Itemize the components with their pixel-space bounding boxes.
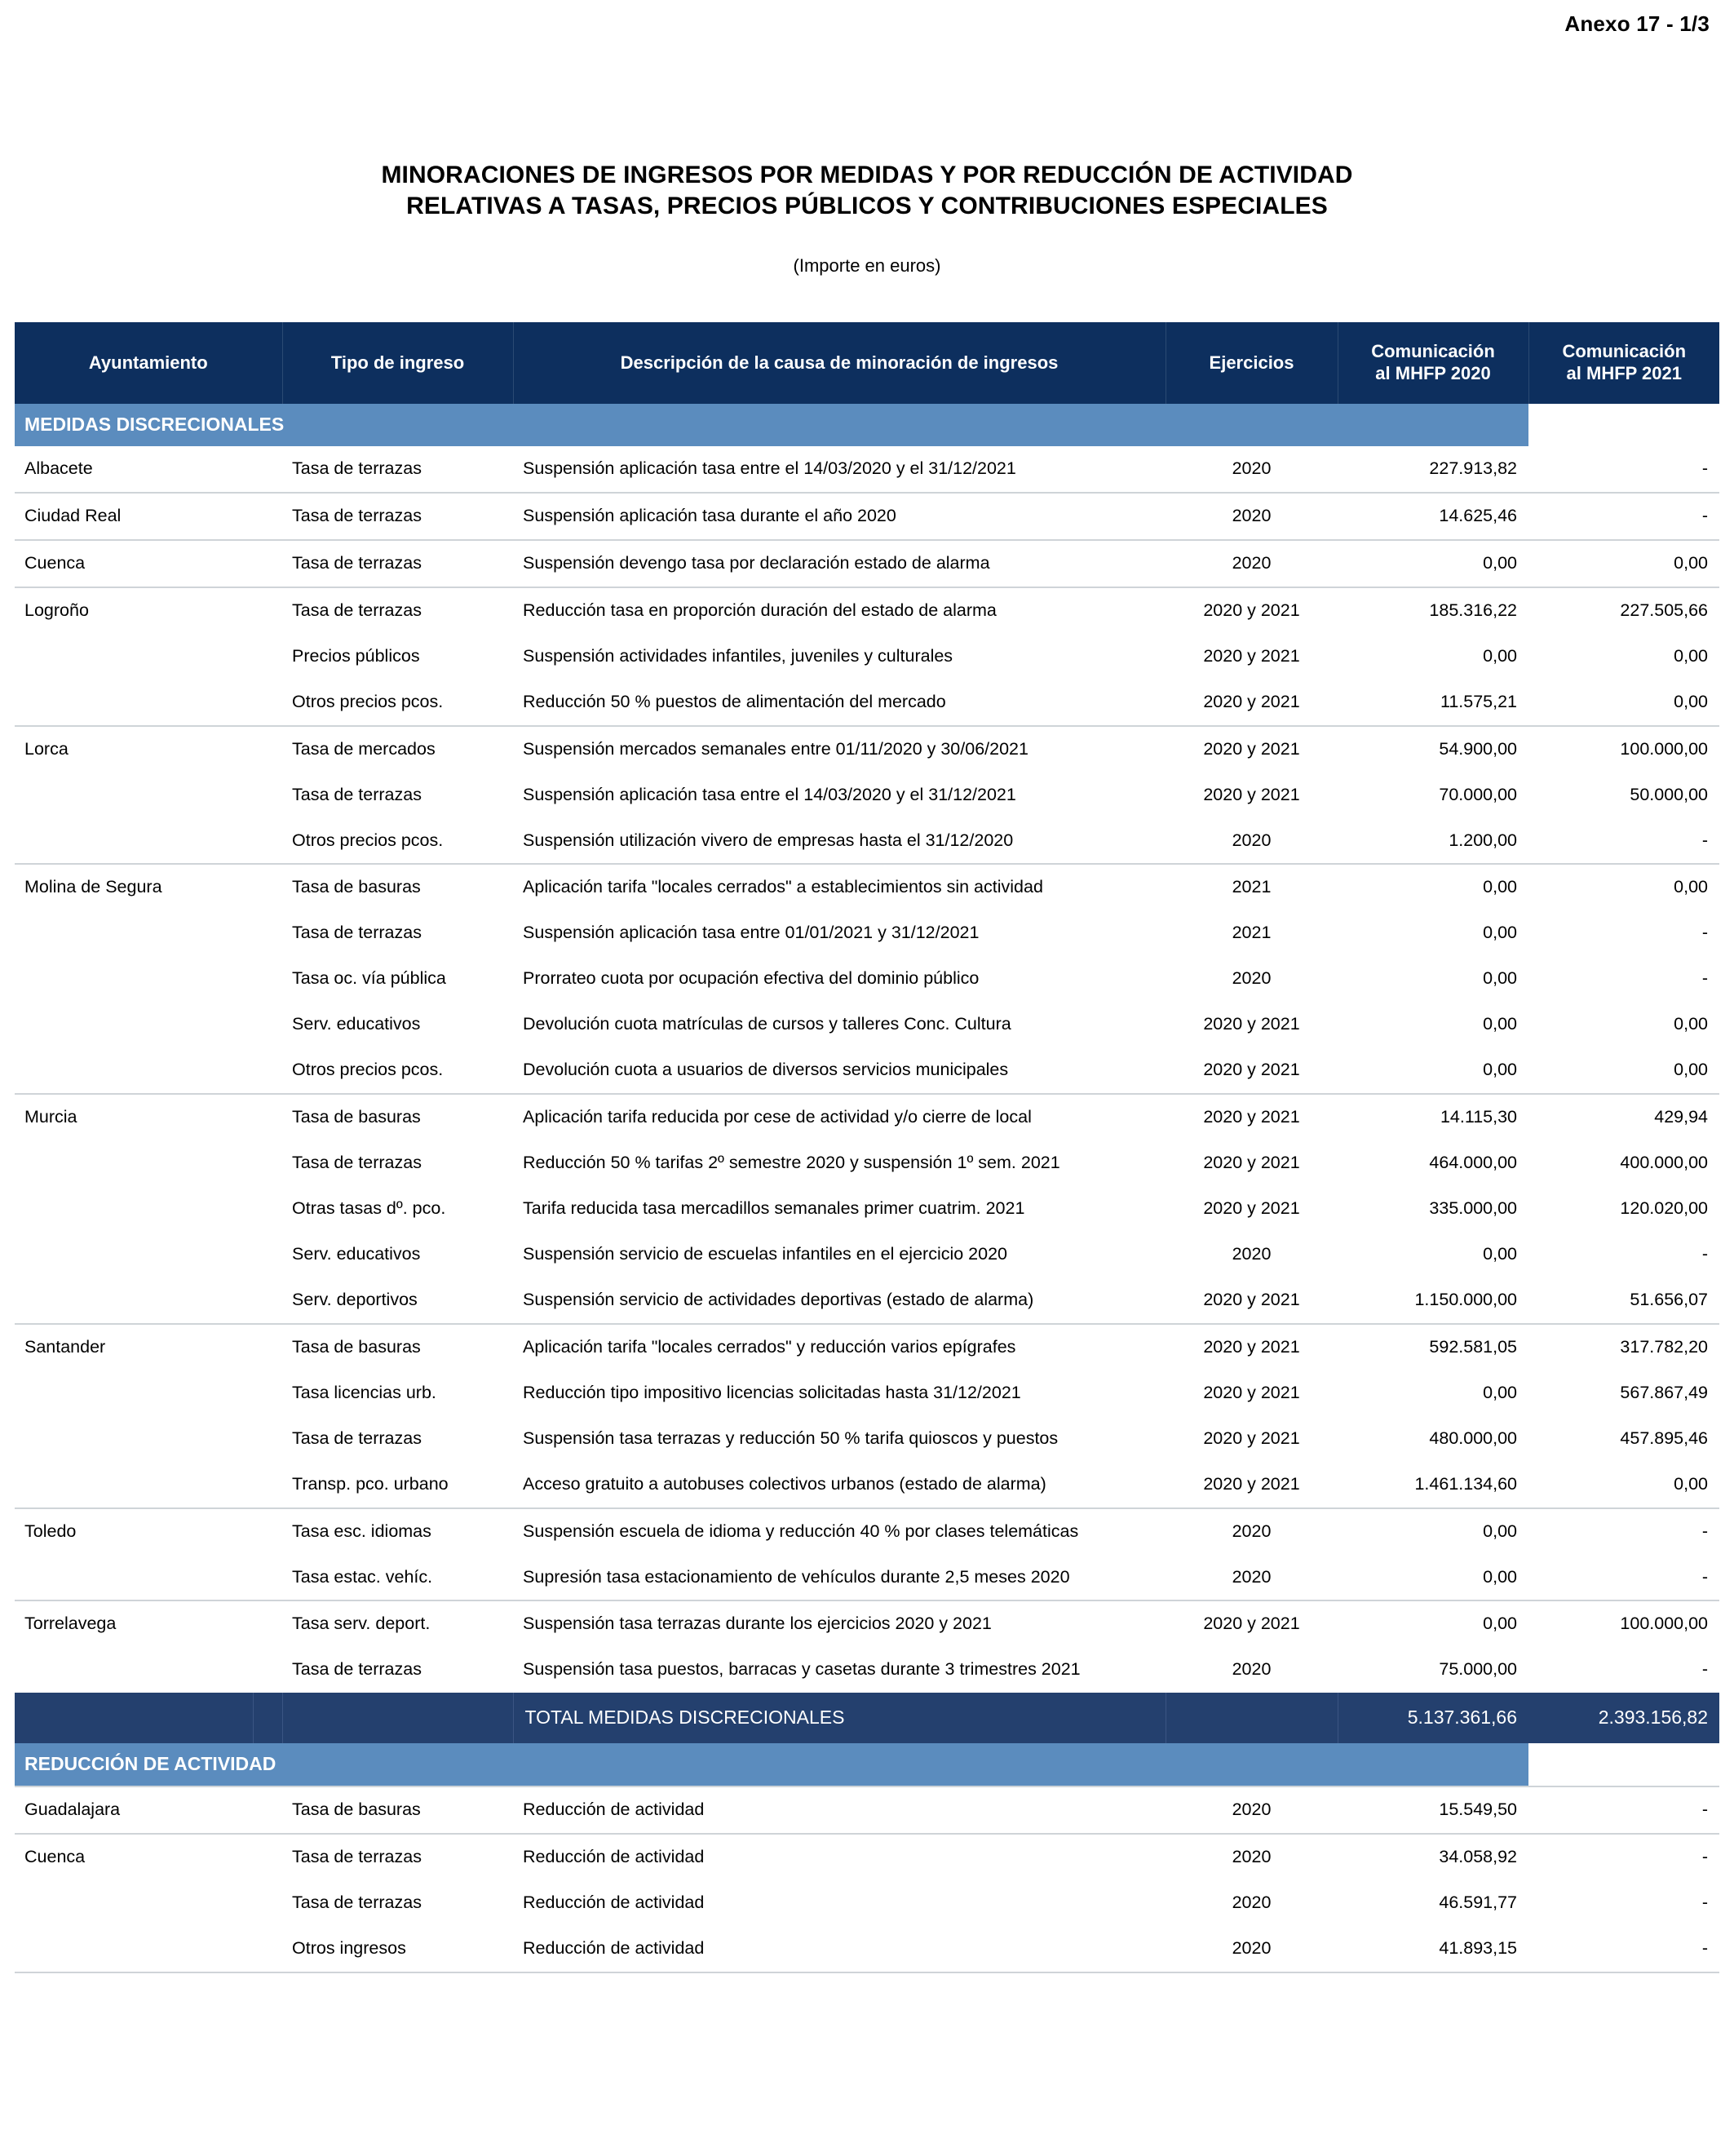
cell-comunicacion-2020: 11.575,21 [1440, 691, 1518, 711]
column-header-tipo-de-ingreso: Tipo de ingreso [282, 322, 513, 404]
table-row [15, 1462, 1719, 1508]
table-row [15, 1647, 1719, 1693]
cell-comunicacion-2020: 15.549,50 [1338, 1786, 1528, 1834]
cell-tipo-de-ingreso: Otros ingresos [282, 1926, 513, 1972]
cell-descripcion: Reducción 50 % tarifas 2º semestre 2020 y suspensión 1º sem. 2021 [523, 1153, 1060, 1173]
cell-ejercicios: 2020 y 2021 [1203, 784, 1300, 804]
table-row [15, 493, 1719, 540]
cell-tipo-de-ingreso: Tasa de terrazas [292, 1893, 422, 1913]
cell-tipo-de-ingreso: Tasa de basuras [282, 1786, 513, 1834]
cell-ayuntamiento [15, 1647, 282, 1693]
cell-ayuntamiento: Ciudad Real [15, 493, 282, 540]
cell-descripcion: Aplicación tarifa "locales cerrados" y reducción varios epígrafes [513, 1324, 1166, 1370]
cell-descripcion: Suspensión tasa terrazas y reducción 50 % tarifa quioscos y puestos [523, 1428, 1059, 1448]
total-blank-tipo [282, 1693, 513, 1743]
cell-comunicacion-2020: 1.200,00 [1449, 830, 1518, 850]
cell-comunicacion-2020: 14.625,46 [1338, 493, 1528, 540]
table-row [15, 1277, 1719, 1324]
cell-tipo-de-ingreso: Tasa de terrazas [292, 784, 422, 804]
cell-ayuntamiento [15, 1002, 282, 1047]
cell-descripcion: Acceso gratuito a autobuses colectivos urbanos (estado de alarma) [523, 1473, 1046, 1494]
cell-ejercicios: 2020 [1166, 540, 1338, 587]
cell-tipo-de-ingreso: Tasa de terrazas [292, 1428, 422, 1448]
cell-ayuntamiento [15, 1555, 282, 1601]
cell-comunicacion-2021: 120.020,00 [1620, 1198, 1709, 1218]
column-header-descripcion: Descripción de la causa de minoración de ingresos [513, 322, 1166, 404]
cell-comunicacion-2021: 0,00 [1674, 691, 1709, 711]
cell-tipo-de-ingreso: Tasa licencias urb. [292, 1382, 436, 1402]
cell-tipo-de-ingreso: Otros precios pcos. [292, 830, 444, 850]
units-note: (Importe en euros) [793, 255, 941, 276]
cell-comunicacion-2020: 0,00 [1483, 1014, 1518, 1034]
cell-comunicacion-2020: 54.900,00 [1338, 726, 1528, 773]
cell-descripcion: Suspensión actividades infantiles, juveniles y culturales [523, 645, 953, 666]
cell-descripcion: Suspensión tasa terrazas durante los ejercicios 2020 y 2021 [513, 1600, 1166, 1647]
cell-ejercicios: 2020 [1166, 1786, 1338, 1834]
section-header-row [15, 404, 1719, 446]
cell-tipo-de-ingreso: Tasa de basuras [282, 1324, 513, 1370]
cell-ejercicios: 2020 y 2021 [1203, 1428, 1300, 1448]
cell-ejercicios: 2020 y 2021 [1203, 1382, 1300, 1402]
cell-ejercicios: 2020 y 2021 [1203, 1153, 1300, 1173]
cell-comunicacion-2021: 457.895,46 [1620, 1428, 1709, 1448]
cell-comunicacion-2020: 1.150.000,00 [1414, 1289, 1518, 1309]
cell-comunicacion-2020: 0,00 [1483, 968, 1518, 989]
cell-comunicacion-2021: 317.782,20 [1528, 1324, 1719, 1370]
cell-ayuntamiento [15, 1232, 282, 1277]
cell-tipo-de-ingreso: Otras tasas dº. pco. [292, 1198, 446, 1218]
section-header-label: REDUCCIÓN DE ACTIVIDAD [15, 1743, 1528, 1786]
cell-descripcion: Aplicación tarifa reducida por cese de actividad y/o cierre de local [513, 1094, 1166, 1140]
cell-comunicacion-2020: 46.591,77 [1439, 1893, 1518, 1913]
cell-comunicacion-2020: 0,00 [1338, 864, 1528, 910]
cell-ayuntamiento: Molina de Segura [15, 864, 282, 910]
cell-descripcion: Suspensión aplicación tasa entre el 14/03/2020 y el 31/12/2021 [523, 458, 1016, 478]
table-row [15, 1834, 1719, 1880]
cell-ejercicios: 2020 [1166, 1926, 1338, 1972]
cell-ejercicios: 2020 y 2021 [1166, 1600, 1338, 1647]
table-row [15, 1555, 1719, 1601]
column-header-ayuntamiento: Ayuntamiento [15, 322, 282, 404]
cell-tipo-de-ingreso: Serv. educativos [292, 1014, 421, 1034]
cell-descripcion: Reducción de actividad [513, 1786, 1166, 1834]
cell-ayuntamiento [15, 1186, 282, 1232]
cell-ejercicios: 2020 [1166, 493, 1338, 540]
total-label: TOTAL MEDIDAS DISCRECIONALES [513, 1693, 1166, 1743]
cell-ejercicios: 2020 [1232, 1893, 1272, 1913]
table-row [15, 587, 1719, 634]
table-row [15, 773, 1719, 818]
minoraciones-table [15, 322, 1719, 1973]
cell-tipo-de-ingreso: Tasa de terrazas [282, 587, 513, 634]
cell-ejercicios: 2020 [1232, 968, 1272, 989]
cell-descripcion: Reducción tipo impositivo licencias solicitadas hasta 31/12/2021 [523, 1382, 1021, 1402]
table-row [15, 1926, 1719, 1972]
cell-descripcion: Suspensión mercados semanales entre 01/11/2020 y 30/06/2021 [513, 726, 1166, 773]
column-header-comunicacion-2021-line-1: Comunicación [1562, 341, 1687, 362]
table-row [15, 1002, 1719, 1047]
cell-ejercicios: 2020 [1232, 1659, 1272, 1680]
cell-ayuntamiento: Cuenca [15, 1834, 282, 1880]
cell-ejercicios: 2020 [1232, 830, 1272, 850]
table-row [15, 1324, 1719, 1370]
cell-descripcion: Suspensión utilización vivero de empresas hasta el 31/12/2020 [523, 830, 1014, 850]
total-blank-gap [253, 1693, 282, 1743]
cell-comunicacion-2020: 1.461.134,60 [1414, 1473, 1518, 1494]
cell-ayuntamiento: Toledo [15, 1508, 282, 1555]
cell-descripcion: Devolución cuota matrículas de cursos y talleres Conc. Cultura [523, 1014, 1011, 1034]
cell-comunicacion-2020: 0,00 [1338, 1600, 1528, 1647]
cell-tipo-de-ingreso: Tasa de terrazas [292, 1153, 422, 1173]
cell-tipo-de-ingreso: Serv. deportivos [292, 1289, 418, 1309]
total-blank-ejercicios [1166, 1693, 1338, 1743]
table-row [15, 726, 1719, 773]
table-row [15, 1600, 1719, 1647]
cell-ayuntamiento [15, 773, 282, 818]
table-header [15, 322, 1719, 404]
total-blank-ayuntamiento [15, 1693, 253, 1743]
cell-comunicacion-2021: 227.505,66 [1528, 587, 1719, 634]
cell-comunicacion-2021: - [1701, 458, 1709, 478]
table-row [15, 1186, 1719, 1232]
table-row [15, 634, 1719, 680]
cell-ejercicios: 2020 [1166, 1508, 1338, 1555]
cell-tipo-de-ingreso: Otros precios pcos. [292, 1060, 444, 1080]
cell-comunicacion-2020: 185.316,22 [1338, 587, 1528, 634]
cell-comunicacion-2021: - [1528, 1926, 1719, 1972]
cell-ejercicios: 2020 [1232, 458, 1272, 478]
cell-ayuntamiento [15, 818, 282, 865]
cell-tipo-de-ingreso: Tasa oc. vía pública [292, 968, 446, 989]
column-header-comunicacion-2020 [1338, 322, 1528, 404]
section-header-tail [1528, 404, 1719, 446]
cell-comunicacion-2020: 0,00 [1338, 1508, 1528, 1555]
total-row [15, 1693, 1719, 1743]
cell-tipo-de-ingreso: Tasa de terrazas [282, 1834, 513, 1880]
cell-descripcion: Reducción de actividad [523, 1893, 705, 1913]
cell-comunicacion-2021: 0,00 [1528, 540, 1719, 587]
cell-comunicacion-2020: 480.000,00 [1429, 1428, 1518, 1448]
table-header-row [15, 322, 1719, 404]
cell-ayuntamiento [15, 956, 282, 1002]
cell-comunicacion-2021: 400.000,00 [1620, 1153, 1709, 1173]
cell-tipo-de-ingreso: Tasa estac. vehíc. [292, 1566, 433, 1587]
cell-ayuntamiento [15, 1462, 282, 1508]
table-row [15, 910, 1719, 956]
cell-comunicacion-2020: 592.581,05 [1338, 1324, 1528, 1370]
cell-descripcion: Suspensión servicio de actividades deportivas (estado de alarma) [523, 1289, 1034, 1309]
table-row [15, 1094, 1719, 1140]
cell-descripcion: Devolución cuota a usuarios de diversos servicios municipales [523, 1060, 1009, 1080]
cell-descripcion: Suspensión escuela de idioma y reducción 40 % por clases telemáticas [513, 1508, 1166, 1555]
cell-tipo-de-ingreso: Tasa de basuras [282, 1094, 513, 1140]
cell-ejercicios: 2020 y 2021 [1166, 1324, 1338, 1370]
cell-comunicacion-2020: 34.058,92 [1338, 1834, 1528, 1880]
cell-ejercicios: 2020 y 2021 [1166, 1094, 1338, 1140]
cell-comunicacion-2021: 0,00 [1528, 864, 1719, 910]
section-header-label: MEDIDAS DISCRECIONALES [15, 404, 1528, 446]
cell-comunicacion-2021: - [1528, 1834, 1719, 1880]
total-comunicacion-2020: 5.137.361,66 [1338, 1693, 1528, 1743]
cell-ejercicios: 2020 y 2021 [1203, 1060, 1300, 1080]
table-row [15, 818, 1719, 865]
cell-ejercicios: 2020 [1232, 1566, 1272, 1587]
cell-comunicacion-2021: 100.000,00 [1528, 726, 1719, 773]
page-title-line-2: RELATIVAS A TASAS, PRECIOS PÚBLICOS Y CONTRIBUCIONES ESPECIALES [406, 193, 1328, 220]
cell-tipo-de-ingreso: Tasa de terrazas [282, 493, 513, 540]
cell-descripcion: Suspensión devengo tasa por declaración estado de alarma [513, 540, 1166, 587]
cell-tipo-de-ingreso: Tasa de terrazas [292, 458, 422, 478]
page-title-line-1: MINORACIONES DE INGRESOS POR MEDIDAS Y POR REDUCCIÓN DE ACTIVIDAD [381, 162, 1353, 188]
cell-ayuntamiento [15, 1926, 282, 1972]
table-row [15, 1786, 1719, 1834]
cell-ayuntamiento: Albacete [24, 458, 93, 478]
cell-tipo-de-ingreso: Tasa de mercados [282, 726, 513, 773]
cell-ayuntamiento [15, 1047, 282, 1094]
page-title [0, 0, 1734, 223]
cell-comunicacion-2020: 0,00 [1483, 1243, 1518, 1264]
cell-comunicacion-2021: - [1701, 1243, 1709, 1264]
anexo-reference: Anexo 17 - 1/3 [1564, 11, 1710, 36]
cell-ayuntamiento [15, 910, 282, 956]
table-row [15, 446, 1719, 493]
cell-ejercicios: 2021 [1166, 864, 1338, 910]
cell-comunicacion-2021: 51.656,07 [1630, 1289, 1709, 1309]
table-row [15, 956, 1719, 1002]
cell-comunicacion-2021: 567.867,49 [1620, 1382, 1709, 1402]
cell-tipo-de-ingreso: Tasa serv. deport. [282, 1600, 513, 1647]
table-row [15, 680, 1719, 726]
cell-comunicacion-2020: 227.913,82 [1429, 458, 1518, 478]
cell-ejercicios: 2021 [1232, 923, 1272, 943]
cell-comunicacion-2021: - [1528, 1786, 1719, 1834]
cell-ayuntamiento: Logroño [15, 587, 282, 634]
cell-descripcion: Suspensión tasa puestos, barracas y casetas durante 3 trimestres 2021 [523, 1659, 1081, 1680]
cell-comunicacion-2021: 0,00 [1674, 1060, 1709, 1080]
cell-ejercicios: 2020 y 2021 [1203, 645, 1300, 666]
cell-comunicacion-2021: 0,00 [1674, 1473, 1709, 1494]
section-header-tail [1528, 1743, 1719, 1786]
cell-ayuntamiento: Murcia [15, 1094, 282, 1140]
cell-ayuntamiento [15, 1416, 282, 1462]
cell-descripcion: Suspensión aplicación tasa durante el año 2020 [513, 493, 1166, 540]
cell-comunicacion-2021: 0,00 [1674, 1014, 1709, 1034]
cell-descripcion: Supresión tasa estacionamiento de vehículos durante 2,5 meses 2020 [523, 1566, 1070, 1587]
cell-ejercicios: 2020 y 2021 [1203, 1198, 1300, 1218]
cell-ejercicios: 2020 y 2021 [1203, 1014, 1300, 1034]
cell-ejercicios: 2020 y 2021 [1166, 726, 1338, 773]
cell-comunicacion-2020: 0,00 [1483, 1060, 1518, 1080]
table-row [15, 1140, 1719, 1186]
cell-ayuntamiento [15, 634, 282, 680]
cell-comunicacion-2020: 335.000,00 [1429, 1198, 1518, 1218]
cell-descripcion: Suspensión aplicación tasa entre 01/01/2021 y 31/12/2021 [523, 923, 980, 943]
cell-comunicacion-2021: - [1701, 1659, 1709, 1680]
cell-comunicacion-2020: 75.000,00 [1439, 1659, 1518, 1680]
cell-comunicacion-2021: 50.000,00 [1630, 784, 1709, 804]
cell-comunicacion-2021: 429,94 [1528, 1094, 1719, 1140]
cell-ayuntamiento [15, 1277, 282, 1324]
cell-comunicacion-2021: - [1701, 968, 1709, 989]
cell-ayuntamiento: Lorca [15, 726, 282, 773]
cell-tipo-de-ingreso: Transp. pco. urbano [292, 1473, 449, 1494]
cell-comunicacion-2021: - [1701, 830, 1709, 850]
cell-tipo-de-ingreso: Tasa de terrazas [282, 540, 513, 587]
cell-comunicacion-2021: - [1701, 923, 1709, 943]
cell-ejercicios: 2020 y 2021 [1166, 587, 1338, 634]
table-row [15, 1047, 1719, 1094]
cell-descripcion: Reducción de actividad [513, 1834, 1166, 1880]
cell-ayuntamiento [15, 1880, 282, 1926]
total-comunicacion-2021: 2.393.156,82 [1528, 1693, 1719, 1743]
cell-comunicacion-2020: 464.000,00 [1429, 1153, 1518, 1173]
cell-tipo-de-ingreso: Otros precios pcos. [292, 691, 444, 711]
cell-tipo-de-ingreso: Tasa de terrazas [292, 923, 422, 943]
cell-tipo-de-ingreso: Serv. educativos [292, 1243, 421, 1264]
cell-tipo-de-ingreso: Tasa de terrazas [292, 1659, 422, 1680]
cell-descripcion: Suspensión aplicación tasa entre el 14/03/2020 y el 31/12/2021 [523, 784, 1016, 804]
cell-tipo-de-ingreso: Tasa de basuras [282, 864, 513, 910]
cell-descripcion: Reducción tasa en proporción duración del estado de alarma [513, 587, 1166, 634]
table-row [15, 540, 1719, 587]
column-header-comunicacion-2021 [1528, 322, 1719, 404]
cell-descripcion: Reducción de actividad [513, 1926, 1166, 1972]
cell-ayuntamiento [15, 1140, 282, 1186]
cell-comunicacion-2020: 0,00 [1483, 1382, 1518, 1402]
table-row [15, 1508, 1719, 1555]
cell-ayuntamiento: Guadalajara [15, 1786, 282, 1834]
cell-ejercicios: 2020 [1166, 1834, 1338, 1880]
cell-comunicacion-2020: 0,00 [1483, 1566, 1518, 1587]
cell-ejercicios: 2020 y 2021 [1203, 1289, 1300, 1309]
table-body [15, 404, 1719, 1972]
table-row [15, 1370, 1719, 1416]
cell-ayuntamiento: Cuenca [15, 540, 282, 587]
cell-descripcion: Tarifa reducida tasa mercadillos semanales primer cuatrim. 2021 [523, 1198, 1025, 1218]
cell-ayuntamiento [15, 1370, 282, 1416]
cell-descripcion: Aplicación tarifa "locales cerrados" a establecimientos sin actividad [513, 864, 1166, 910]
column-header-comunicacion-2020-line-1: Comunicación [1371, 341, 1495, 362]
cell-ejercicios: 2020 y 2021 [1203, 691, 1300, 711]
cell-ejercicios: 2020 [1232, 1243, 1272, 1264]
column-header-comunicacion-2020-line-2: al MHFP 2020 [1375, 363, 1491, 383]
section-header-row [15, 1743, 1719, 1786]
cell-tipo-de-ingreso: Tasa esc. idiomas [282, 1508, 513, 1555]
cell-comunicacion-2020: 0,00 [1483, 923, 1518, 943]
cell-ayuntamiento [15, 680, 282, 726]
column-header-comunicacion-2021-line-2: al MHFP 2021 [1566, 363, 1682, 383]
table-row [15, 1880, 1719, 1926]
cell-comunicacion-2020: 41.893,15 [1338, 1926, 1528, 1972]
cell-descripcion: Suspensión servicio de escuelas infantiles en el ejercicio 2020 [523, 1243, 1008, 1264]
cell-comunicacion-2021: - [1528, 493, 1719, 540]
cell-comunicacion-2021: 0,00 [1674, 645, 1709, 666]
cell-comunicacion-2021: - [1701, 1566, 1709, 1587]
cell-ayuntamiento: Torrelavega [15, 1600, 282, 1647]
table-row [15, 1416, 1719, 1462]
cell-comunicacion-2020: 0,00 [1338, 540, 1528, 587]
table-row [15, 1232, 1719, 1277]
cell-comunicacion-2021: 100.000,00 [1528, 1600, 1719, 1647]
cell-comunicacion-2021: - [1701, 1893, 1709, 1913]
cell-comunicacion-2020: 0,00 [1483, 645, 1518, 666]
cell-descripcion: Prorrateo cuota por ocupación efectiva del dominio público [523, 968, 980, 989]
cell-comunicacion-2020: 14.115,30 [1338, 1094, 1528, 1140]
cell-comunicacion-2021: - [1528, 1508, 1719, 1555]
cell-tipo-de-ingreso: Precios públicos [292, 645, 420, 666]
cell-ejercicios: 2020 y 2021 [1203, 1473, 1300, 1494]
cell-comunicacion-2020: 70.000,00 [1439, 784, 1518, 804]
table-row [15, 864, 1719, 910]
column-header-ejercicios: Ejercicios [1166, 322, 1338, 404]
cell-ayuntamiento: Santander [15, 1324, 282, 1370]
cell-descripcion: Reducción 50 % puestos de alimentación del mercado [523, 691, 946, 711]
